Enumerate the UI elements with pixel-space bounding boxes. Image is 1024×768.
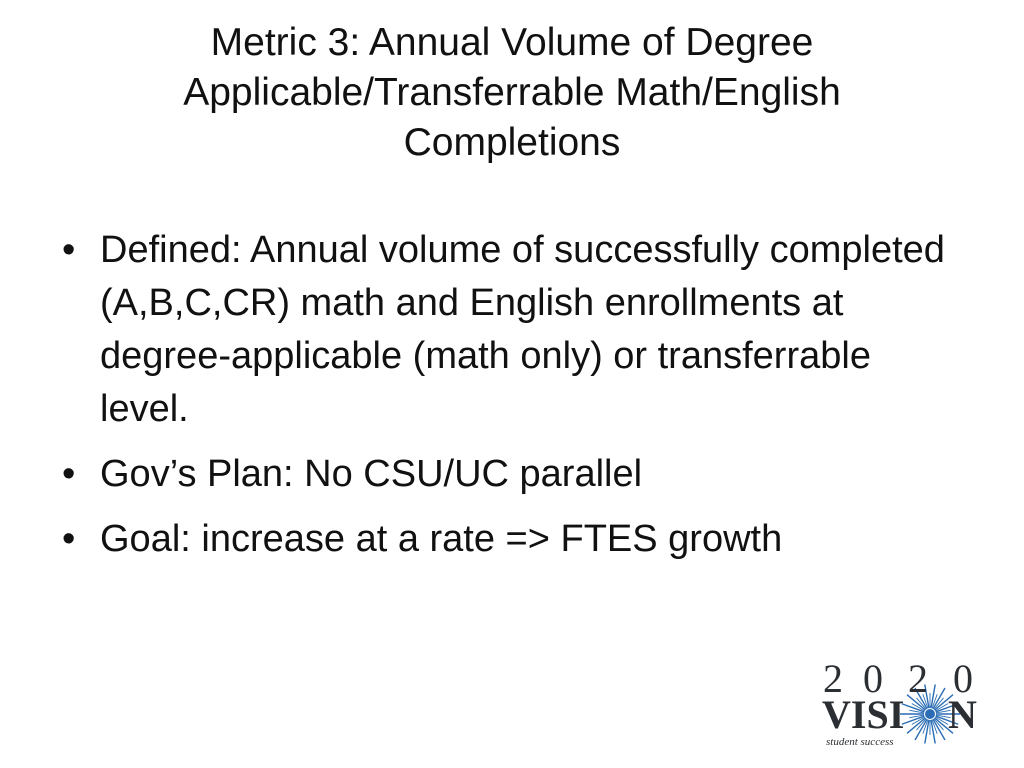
logo-tagline: student success xyxy=(826,736,894,748)
bullet-item-defined xyxy=(62,224,962,436)
title-line-2: Applicable/Transferrable Math/English xyxy=(183,71,841,114)
logo-year-digit: 0 xyxy=(953,656,973,701)
title-line-1: Metric 3: Annual Volume of Degree xyxy=(210,21,814,64)
slide-title xyxy=(0,18,1024,168)
logo-year-digit: 2 xyxy=(823,656,843,701)
bullet-text: Defined: Annual volume of successfully completed (A,B,C,CR) math and English enrollments at degree-applicable (math only) or transferrable level. xyxy=(100,229,945,430)
logo-year-digit: 0 xyxy=(863,656,883,701)
vision-2020-logo xyxy=(818,654,986,750)
bullet-marker: • xyxy=(62,518,76,560)
logo-word-part-1: VISI xyxy=(822,692,905,737)
bullet-marker: • xyxy=(62,453,76,495)
bullet-text: Goal: increase at a rate => FTES growth xyxy=(100,518,783,560)
logo-year-digit: 2 xyxy=(908,656,928,701)
bullet-text: Gov’s Plan: No CSU/UC parallel xyxy=(100,453,643,495)
logo-word-part-2: N xyxy=(948,692,977,737)
bullet-item-goal xyxy=(62,513,962,566)
bullet-marker: • xyxy=(62,229,76,271)
title-line-3: Completions xyxy=(403,121,621,164)
burst-center xyxy=(925,709,935,719)
bullet-item-govs-plan xyxy=(62,448,962,501)
bullet-list xyxy=(62,224,962,578)
